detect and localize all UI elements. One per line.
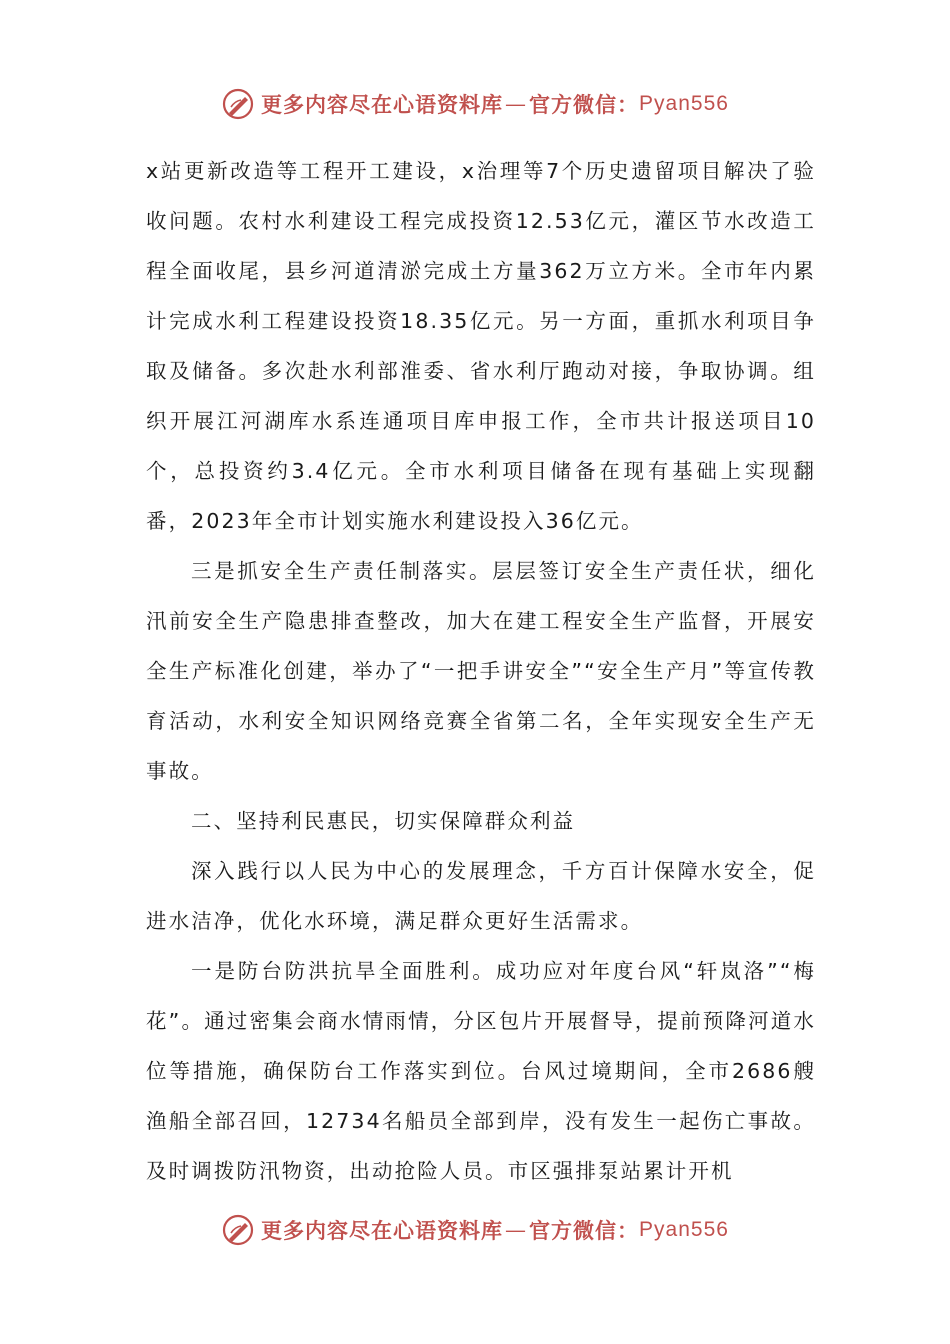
- watermark-separator: —: [505, 92, 528, 116]
- logo-icon: [221, 87, 255, 121]
- watermark-separator: —: [505, 1218, 528, 1242]
- watermark-id: Pyan556: [639, 92, 729, 115]
- watermark-label: 官方微信：: [529, 1218, 640, 1243]
- paragraph: x站更新改造等工程开工建设，x治理等7个历史遗留项目解决了验收问题。农村水利建设工程完成投资12.53亿元，灌区节水改造工程全面收尾，县乡河道清淤完成土方量362万立方米。全市年内累计完成水利工程建设投资18.35亿元。另一方面，重抓水利项目争取及储备。多次赴水利部淮委、省水利厅跑动对接，争取协调。组织开展江河湖库水系连通项目库申报工作，全市共计报送项目10个，总投资约3.4亿元。全市水利项目储备在现有基础上实现翻番，2023年全市计划实施水利建设投入36亿元。: [146, 159, 816, 533]
- section-heading: 二、坚持利民惠民，切实保障群众利益: [191, 809, 576, 833]
- document-body: [146, 146, 816, 1196]
- paragraph: 一是防台防洪抗旱全面胜利。成功应对年度台风“轩岚洛”“梅花”。通过密集会商水情雨情，分区包片开展督导，提前预降河道水位等措施，确保防台工作落实到位。台风过境期间，全市2686艘渔船全部召回，12734名船员全部到岸，没有发生一起伤亡事故。及时调拨防汛物资，出动抢险人员。市区强排泵站累计开机: [146, 959, 816, 1183]
- watermark-text: 更多内容尽在心语资料库: [261, 92, 504, 117]
- watermark-text: 更多内容尽在心语资料库: [261, 1218, 504, 1243]
- logo-icon: [221, 1213, 255, 1247]
- watermark-id: Pyan556: [639, 1218, 729, 1241]
- paragraph: 深入践行以人民为中心的发展理念，千方百计保障水安全，促进水洁净，优化水环境，满足群众更好生活需求。: [146, 859, 816, 933]
- paragraph: 三是抓安全生产责任制落实。层层签订安全生产责任状，细化汛前安全生产隐患排查整改，加大在建工程安全生产监督，开展安全生产标准化创建，举办了“一把手讲安全”“安全生产月”等宣传教育活动，水利安全知识网络竞赛全省第二名，全年实现安全生产无事故。: [146, 559, 816, 783]
- footer-watermark: [0, 1210, 950, 1250]
- watermark-label: 官方微信：: [529, 92, 640, 117]
- header-watermark: [0, 84, 950, 124]
